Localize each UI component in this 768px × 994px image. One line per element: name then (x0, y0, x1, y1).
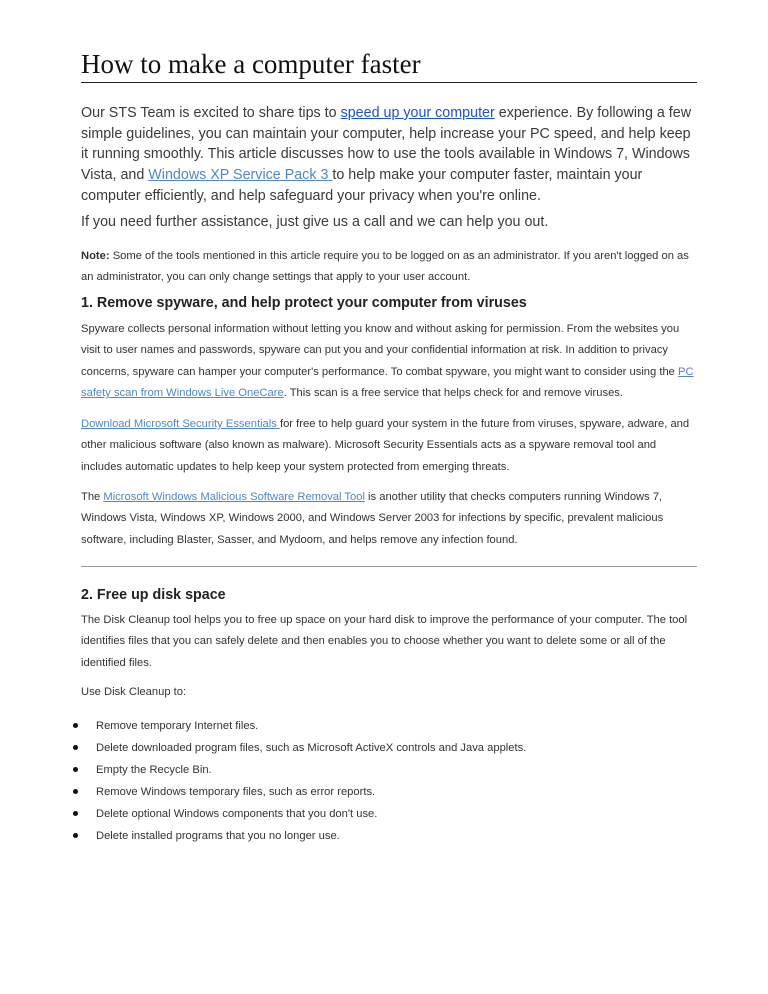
bullet-icon (73, 767, 78, 772)
list-item-text: Delete installed programs that you no longer use. (96, 830, 340, 842)
bullet-icon (73, 745, 78, 750)
intro-text: to help make your computer faster, maintain your computer efficiently, and help safeguard your privacy when you're online. (81, 167, 643, 204)
intro-paragraph (81, 103, 697, 207)
security-essentials-link[interactable]: Download Microsoft Security Essentials (81, 418, 280, 430)
list-item (0, 803, 768, 825)
removal-tool-paragraph (81, 487, 697, 551)
list-item (0, 759, 768, 781)
bullet-icon (73, 723, 78, 728)
bullet-icon (73, 833, 78, 838)
security-essentials-paragraph (81, 414, 697, 478)
xp-sp3-link[interactable]: Windows XP Service Pack 3 (148, 167, 333, 184)
use-disk-cleanup-label: Use Disk Cleanup to: (81, 686, 187, 698)
intro-text: Our STS Team is excited to share tips to (81, 105, 341, 121)
spyware-paragraph (81, 319, 697, 405)
note-label: Note: (81, 250, 110, 262)
section-divider (81, 566, 697, 567)
list-item-text: Delete optional Windows components that you don't use. (96, 808, 378, 820)
bullet-icon (73, 789, 78, 794)
spyware-text: Spyware collects personal information without letting you know and without asking for permission. From the websites you visit to user names and passwords, spyware can put you and your confidential information at risk. In addition to privacy concerns, spyware can hamper your computer's performance. To combat spyware, you might want to consider using the (81, 323, 680, 378)
speed-up-link[interactable]: speed up your computer (340, 105, 495, 121)
list-item-text: Remove Windows temporary files, such as error reports. (96, 786, 376, 798)
list-item-text: Delete downloaded program files, such as Microsoft ActiveX controls and Java applets. (96, 742, 527, 754)
section1-heading: 1. Remove spyware, and help protect your computer from viruses (81, 295, 527, 311)
disk-cleanup-paragraph: The Disk Cleanup tool helps you to free up space on your hard disk to improve the performance of your computer. The tool identifies files that you can safely delete and then enables you to choose whether you want to delete some or all of the identified files. (81, 614, 688, 669)
spyware-text: . This scan is a free service that helps check for and remove viruses. (283, 387, 623, 400)
removal-tool-link[interactable]: Microsoft Windows Malicious Software Removal Tool (103, 491, 365, 503)
section2-heading: 2. Free up disk space (81, 587, 226, 603)
list-item-text: Empty the Recycle Bin. (96, 764, 212, 776)
list-item-text: Remove temporary Internet files. (96, 720, 259, 732)
removal-tool-text: The (81, 491, 104, 503)
list-item (0, 737, 768, 759)
assistance-paragraph: If you need further assistance, just give us a call and we can help you out. (81, 214, 549, 230)
list-item (0, 781, 768, 803)
list-item (0, 825, 768, 847)
bullet-icon (73, 811, 78, 816)
page-title: How to make a computer faster (81, 47, 697, 83)
removal-tool-text: is another utility that checks computers running Windows 7, Windows Vista, Windows XP, Windows 2000, and Windows Server 2003 for infections by specific, prevalent malicious software, including Blaster, Sasser, and Mydoom, and helps remove any infection found. (81, 491, 664, 546)
disk-cleanup-list (0, 715, 768, 847)
security-essentials-text: for free to help guard your system in the future from viruses, spyware, adware, and other malicious software (also known as malware). Microsoft Security Essentials acts as a spyware removal tool and includes automatic updates to help keep your system protected from emerging threats. (81, 418, 690, 473)
pc-safety-scan-link[interactable]: PC safety scan from Windows Live OneCare (81, 365, 694, 400)
list-item (0, 715, 768, 737)
note-text: Some of the tools mentioned in this article require you to be logged on as an administrator. If you aren't logged on as an administrator, you can only change settings that apply to your user account. (81, 250, 689, 284)
note-paragraph (81, 246, 697, 289)
intro-text: experience. By following a few simple guidelines, you can maintain your computer, help increase your PC speed, and help keep it running smoothly. This article discusses how to use the tools available in Windows 7, Windows Vista, and (81, 105, 692, 184)
